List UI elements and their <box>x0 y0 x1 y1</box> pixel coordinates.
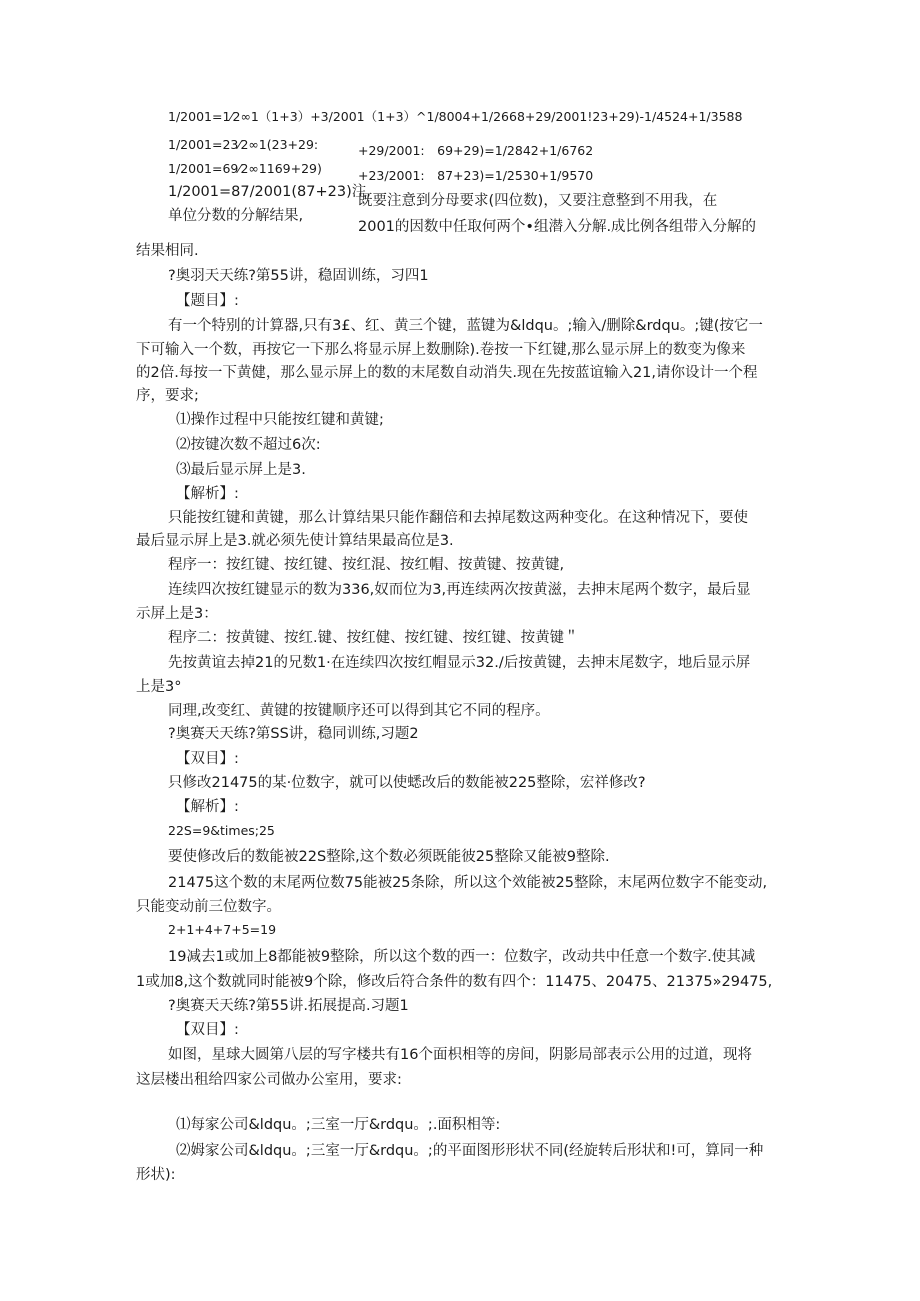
paragraph-line: 要使修改后的数能被22S整除,这个数必须既能彼25整除又能被9整除. <box>168 849 610 865</box>
requirement-item: 形状): <box>136 1167 176 1183</box>
problem-label: 【双目】: <box>176 751 239 767</box>
paragraph-line: 只修改21475的某·位数字，就可以使蟋改后的数能被225整除，宏祥修改? <box>168 775 646 791</box>
formula-line: 22S=9&times;25 <box>168 823 275 838</box>
problem-label: 【题目】: <box>176 293 239 309</box>
paragraph-line: 最后显示屏上是3.就必须先使计算结果最高位是3. <box>136 533 454 549</box>
paragraph-line: 程序二：按黄键、按红.键、按红健、按红键、按红键、按黄键＂ <box>168 630 579 646</box>
section-heading: ?奥赛天天练?第55讲.拓展提高.习题1 <box>168 998 409 1014</box>
formula-line: 1/2001=69⁄2∞1169+29) <box>168 161 322 176</box>
formula-line: 1/2001=1⁄2∞1（1+3）+3/2001（1+3）^1/8004+1/2668+29/2001!23+29)-1/4524+1/3588 <box>168 109 743 124</box>
analysis-label: 【解析】: <box>176 486 239 502</box>
requirement-item: ⑴操作过程中只能按红键和黄键; <box>176 412 384 428</box>
paragraph-line: 有一个特别的计算器,只有3£、红、黄三个键，蓝键为&ldqu。;输入/删除&rdqu。;键(按它一 <box>168 318 763 334</box>
text-line: 既要注意到分母要求(四位数)，又要注意整到不用我，在 <box>358 193 718 209</box>
paragraph-line: 1或加8,这个数就同时能被9个除，修改后符合条件的数有四个：11475、20475、21375»29475, <box>136 974 773 990</box>
paragraph-line: 只能变动前三位数字。 <box>136 899 281 915</box>
paragraph-line: 21475这个数的末尾两位数75能被25条除，所以这个效能被25整除，末尾两位数字不能变动, <box>168 875 768 891</box>
analysis-label: 【解析】: <box>176 799 239 815</box>
paragraph-line: 序，要求; <box>136 388 199 404</box>
paragraph-line: 先按黄谊去掉21的兄数1·在连续四次按红帽显示32./后按黄键，去抻末尾数字，地后显示屏 <box>168 655 751 671</box>
paragraph-line: 只能按红键和黄键，那么计算结果只能作翻倍和去掉尾数这两种变化。在这种情况下，要使 <box>168 510 748 526</box>
formula-line: +23/2001: 87+23)=1/2530+1/9570 <box>358 168 594 183</box>
formula-line: 2+1+4+7+5=19 <box>168 922 277 937</box>
requirement-item: ⑵按键次数不超过6次: <box>176 437 321 453</box>
text-line: 单位分数的分解结果, <box>168 208 304 224</box>
paragraph-line: 连续四次按红键显示的数为336,奴而位为3,再连续两次按黄滋，去抻末尾两个数字，最后显 <box>168 582 751 598</box>
paragraph-line: 19减去1或加上8都能被9整除，所以这个数的西一：位数字，改动共中任意一个数字.使其减 <box>168 949 756 965</box>
section-heading: ?奥羽天天练?第55讲，稳固训练，习四1 <box>168 268 429 284</box>
requirement-item: ⑶最后显示屏上是3. <box>176 462 306 478</box>
requirement-item: ⑴每家公司&ldqu。;三室一厅&rdqu。;.面积相等: <box>176 1117 501 1133</box>
requirement-item: ⑵姆家公司&ldqu。;三室一厅&rdqu。;的平面图形形状不同(经旋转后形状和!可，算同一种 <box>176 1143 764 1159</box>
formula-line: 1/2001=23⁄2∞1(23+29: <box>168 137 319 152</box>
section-heading: ?奥赛天天练?第SS讲，稳同训练,习题2 <box>168 726 419 742</box>
text-line: 2001的因数中任取何两个•组潜入分解.成比例各组带入分解的 <box>358 219 757 235</box>
paragraph-line: 下可输入一个数，再按它一下那么将显示屏上数删除).卷按一下红键,那么显示屏上的数变为像来 <box>136 342 746 358</box>
paragraph-line: 如图，星球大圆第八层的写字楼共有16个面枳相等的房间，阴影局部表示公用的过道，现将 <box>168 1047 752 1063</box>
text-line: 结果相同. <box>136 243 199 259</box>
formula-line: +29/2001: 69+29)=1/2842+1/6762 <box>358 143 594 158</box>
formula-line: 1/2001=87/2001(87+23)注, <box>168 184 371 200</box>
paragraph-line: 同理,改变红、黄键的按键顺序还可以得到其它不同的程序。 <box>168 703 550 719</box>
problem-label: 【双目】: <box>176 1022 239 1038</box>
paragraph-line: 程序一：按红键、按红键、按红混、按红帽、按黄键、按黄键, <box>168 557 565 573</box>
paragraph-line: 示屏上是3： <box>136 606 218 622</box>
paragraph-line: 这层楼出租给四家公司做办公室用，要求: <box>136 1072 402 1088</box>
paragraph-line: 的2倍.每按一下黄健，那么显示屏上的数的末尾数自动消失.现在先按蓝谊输入21,请你设计一个程 <box>136 365 758 381</box>
paragraph-line: 上是3° <box>136 679 182 695</box>
